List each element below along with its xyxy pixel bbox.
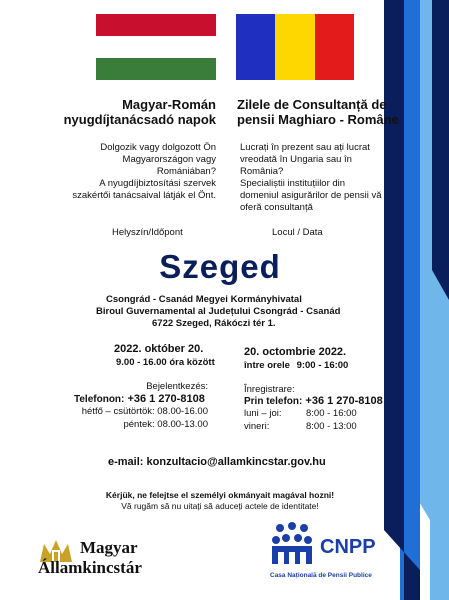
ro-time-label: între orele — [244, 360, 290, 371]
ro-hours-weekdays — [244, 408, 374, 420]
ro-intro-line-1: Lucrați în prezent sau ați lucrat — [240, 142, 370, 153]
ro-phone-row — [244, 395, 383, 407]
venue-line-ro: Biroul Guvernamental al Județului Csongrád - Csanád — [96, 306, 341, 317]
ro-date: 20. octombrie 2022. — [244, 346, 347, 358]
hu-registration-label: Bejelentkezés: — [146, 381, 208, 392]
hu-hours-weekdays: hétfő – csütörtök: 08.00-16.00 — [81, 406, 208, 417]
hu-intro-text — [40, 142, 216, 202]
romanian-flag-yellow-stripe — [275, 14, 314, 80]
magyar-allamkincstar-logo — [38, 536, 218, 580]
navy-band-right — [432, 0, 449, 300]
hu-intro-line-5: szakértői tanácsaival látják el Önt. — [72, 190, 216, 201]
hungarian-flag-green-stripe — [96, 58, 216, 80]
venue — [96, 294, 376, 330]
ro-intro-line-2: vreodată în Ungaria sau în — [240, 154, 352, 165]
ro-title-line-1: Zilele de Consultanță de — [237, 97, 387, 112]
ro-hours-weekdays-time: 8:00 - 16:00 — [306, 408, 357, 419]
hu-intro-line-1: Dolgozik vagy dolgozott Ön — [100, 142, 216, 153]
hu-date: 2022. október 20. — [114, 343, 204, 355]
hu-hours-friday: péntek: 08.00-13.00 — [123, 419, 208, 430]
hu-location-label: Helyszín/Időpont — [112, 227, 183, 238]
venue-address: 6722 Szeged, Rákóczi tér 1. — [152, 318, 276, 329]
ro-intro-line-6: oferă consultanță — [240, 202, 313, 213]
logo-right-text: CNPP — [320, 536, 376, 558]
ro-phone-label: Prin telefon: — [244, 396, 303, 407]
logo-right-subtitle: Casa Națională de Pensii Publice — [270, 572, 372, 579]
ro-hours-friday — [244, 421, 374, 433]
hu-phone-number[interactable]: +36 1 270-8108 — [127, 393, 205, 405]
romanian-flag — [236, 14, 354, 80]
ro-intro-line-3: România? — [240, 166, 284, 177]
ro-title-line-2: pensii Maghiaro - Române — [237, 112, 399, 127]
cnpp-logo — [270, 520, 390, 590]
hu-intro-line-3: Romániában? — [156, 166, 216, 177]
ro-time: 9:00 - 16:00 — [296, 360, 349, 371]
hungarian-flag — [96, 14, 216, 80]
ro-intro-line-5: domeniul asigurărilor de pensii vă — [240, 190, 382, 201]
hu-time: 9.00 - 16.00 óra között — [116, 357, 215, 368]
ro-registration-label: Înregistrare: — [244, 384, 295, 395]
ro-hours-friday-time: 8:00 - 13:00 — [306, 421, 357, 432]
hu-intro-line-2: Magyarországon vagy — [122, 154, 216, 165]
ro-hours-friday-days: vineri: — [244, 421, 270, 432]
reminder-hu: Kérjük, ne felejtse el személyi okmányait magával hozni! — [105, 490, 335, 500]
romanian-flag-red-stripe — [315, 14, 354, 80]
ro-phone-number[interactable]: +36 1 270-8108 — [305, 395, 383, 407]
ro-hours-weekdays-days: luni – joi: — [244, 408, 282, 419]
ro-intro-text — [240, 142, 406, 214]
cnpp-emblem-icon — [270, 520, 314, 566]
logo-left-line-2: Államkincstár — [38, 558, 142, 577]
ro-title — [237, 97, 427, 127]
ro-location-label: Locul / Data — [272, 227, 323, 238]
hu-title-line-2: nyugdíjtanácsadó napok — [63, 112, 216, 127]
romanian-flag-blue-stripe — [236, 14, 275, 80]
city-name: Szeged — [159, 248, 281, 285]
venue-line-hu: Csongrád - Csanád Megyei Kormányhivatal — [106, 294, 302, 305]
reminder-ro: Vă rugăm să nu uitați să aduceți actele de identitate! — [121, 501, 319, 511]
hungarian-flag-white-stripe — [96, 36, 216, 58]
logo-left-line-1: Magyar — [80, 538, 138, 557]
hu-intro-line-4: A nyugdíjbiztosítási szervek — [99, 178, 216, 189]
ro-intro-line-4: Specialiștii instituțiilor din — [240, 178, 346, 189]
hungarian-flag-red-stripe — [96, 14, 216, 36]
email-link[interactable]: e-mail: konzultacio@allamkincstar.gov.hu — [108, 456, 326, 468]
hu-title — [40, 97, 216, 127]
hu-phone-label: Telefonon: — [74, 394, 125, 405]
ro-time-row — [244, 360, 348, 372]
hu-title-line-1: Magyar-Román — [122, 97, 216, 112]
hu-phone-row — [74, 393, 205, 405]
